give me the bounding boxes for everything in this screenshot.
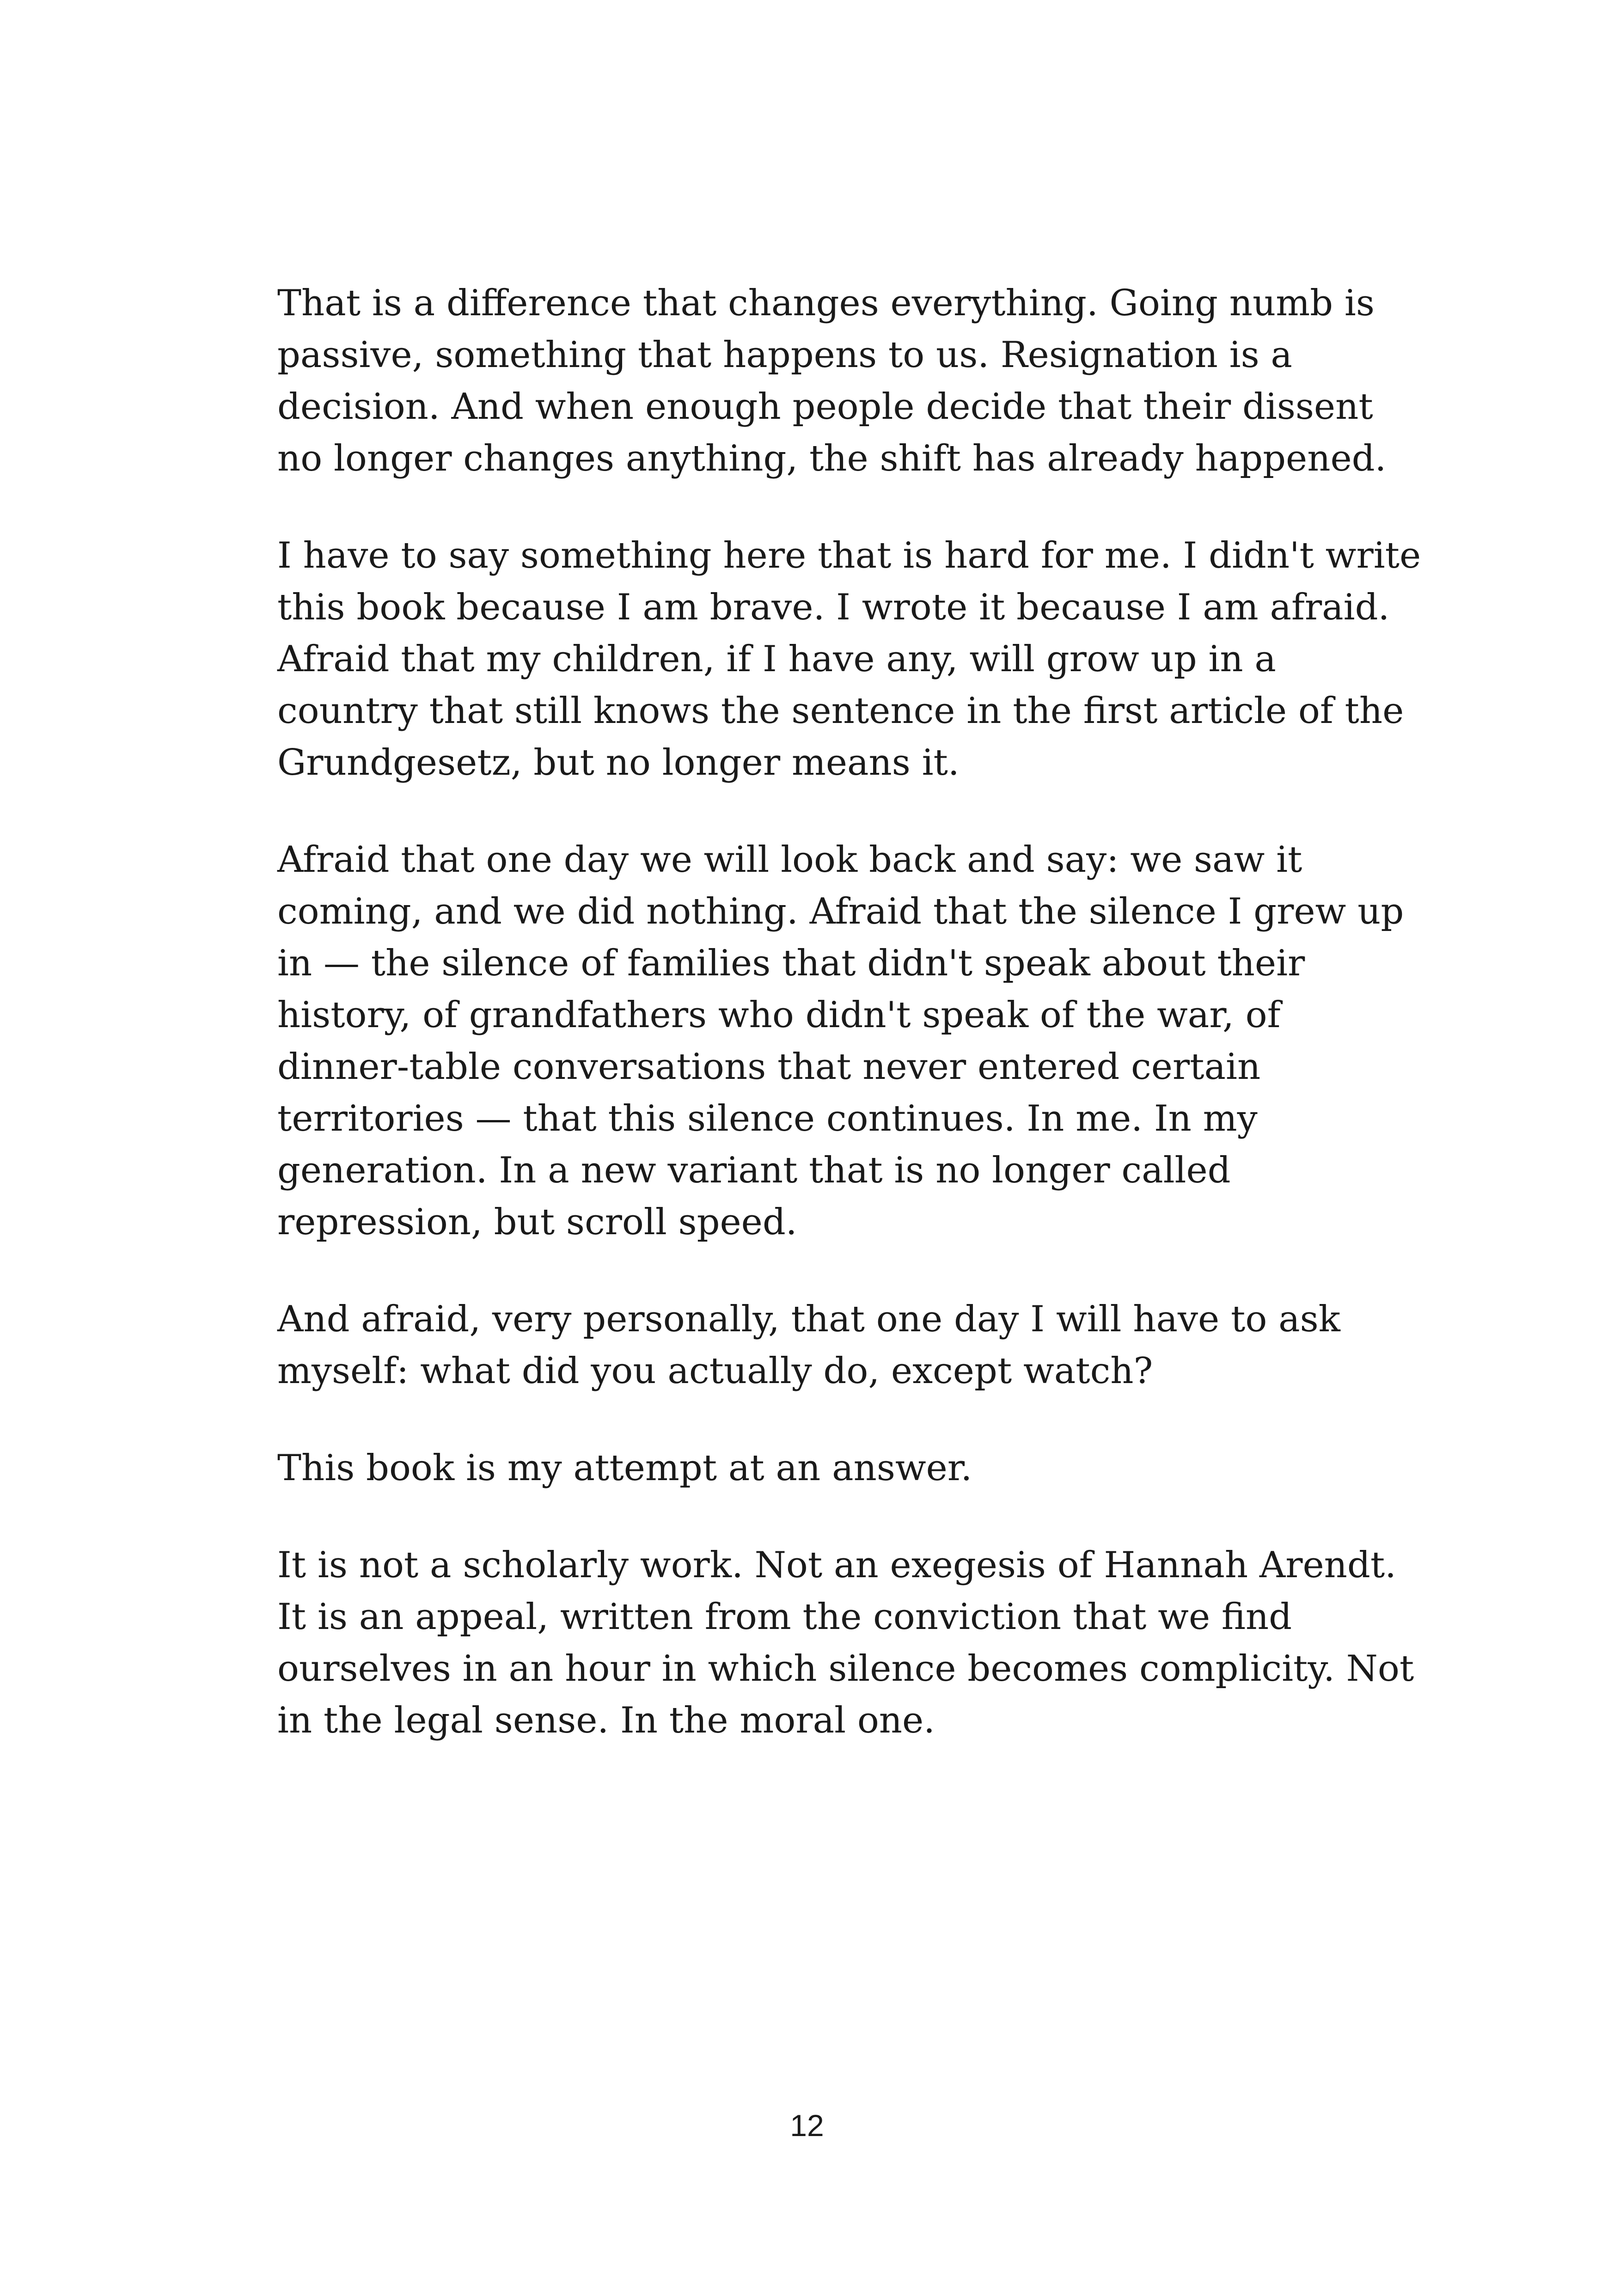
text-line: repression, but scroll speed. xyxy=(277,1201,797,1243)
text-line: It is not a scholarly work. Not an exegesis of Hannah Arendt. xyxy=(277,1544,1396,1586)
text-line: no longer changes anything, the shift has already happened. xyxy=(277,438,1387,479)
text-line: decision. And when enough people decide that their dissent xyxy=(277,386,1373,428)
paragraph-4 xyxy=(277,1293,1363,1397)
text-line: It is an appeal, written from the conviction that we find xyxy=(277,1596,1292,1638)
paragraph-3 xyxy=(277,834,1404,1248)
text-line: That is a difference that changes everything. Going numb is xyxy=(277,282,1375,324)
text-line: in the legal sense. In the moral one. xyxy=(277,1700,935,1741)
text-line: passive, something that happens to us. Resignation is a xyxy=(277,334,1292,376)
paragraph-5 xyxy=(277,1442,1363,1494)
paragraph-1 xyxy=(277,277,1387,484)
page-number: 12 xyxy=(790,2108,824,2143)
text-line: And afraid, very personally, that one day I will have to ask xyxy=(277,1298,1340,1340)
text-line: Afraid that one day we will look back and say: we saw it xyxy=(277,839,1302,881)
text-line: in — the silence of families that didn't speak about their xyxy=(277,943,1305,984)
text-line: generation. In a new variant that is no longer called xyxy=(277,1150,1231,1191)
text-line: I have to say something here that is hard for me. I didn't write xyxy=(277,535,1421,576)
text-line: country that still knows the sentence in the first article of the xyxy=(277,690,1404,732)
paragraph-2 xyxy=(277,530,1421,789)
text-line: dinner-table conversations that never entered certain xyxy=(277,1046,1261,1088)
body-text xyxy=(277,277,1421,1792)
text-line: history, of grandfathers who didn't speak of the war, of xyxy=(277,994,1281,1036)
text-line: coming, and we did nothing. Afraid that the silence I grew up xyxy=(277,891,1404,932)
text-line: territories — that this silence continues. In me. In my xyxy=(277,1098,1258,1139)
text-line: myself: what did you actually do, except watch? xyxy=(277,1350,1153,1392)
paragraph-6 xyxy=(277,1539,1414,1746)
text-line: This book is my attempt at an answer. xyxy=(277,1447,972,1489)
text-line: ourselves in an hour in which silence becomes complicity. Not xyxy=(277,1648,1414,1690)
text-line: this book because I am brave. I wrote it because I am afraid. xyxy=(277,587,1390,628)
text-line: Afraid that my children, if I have any, will grow up in a xyxy=(277,638,1276,680)
text-line: Grundgesetz, but no longer means it. xyxy=(277,742,960,784)
